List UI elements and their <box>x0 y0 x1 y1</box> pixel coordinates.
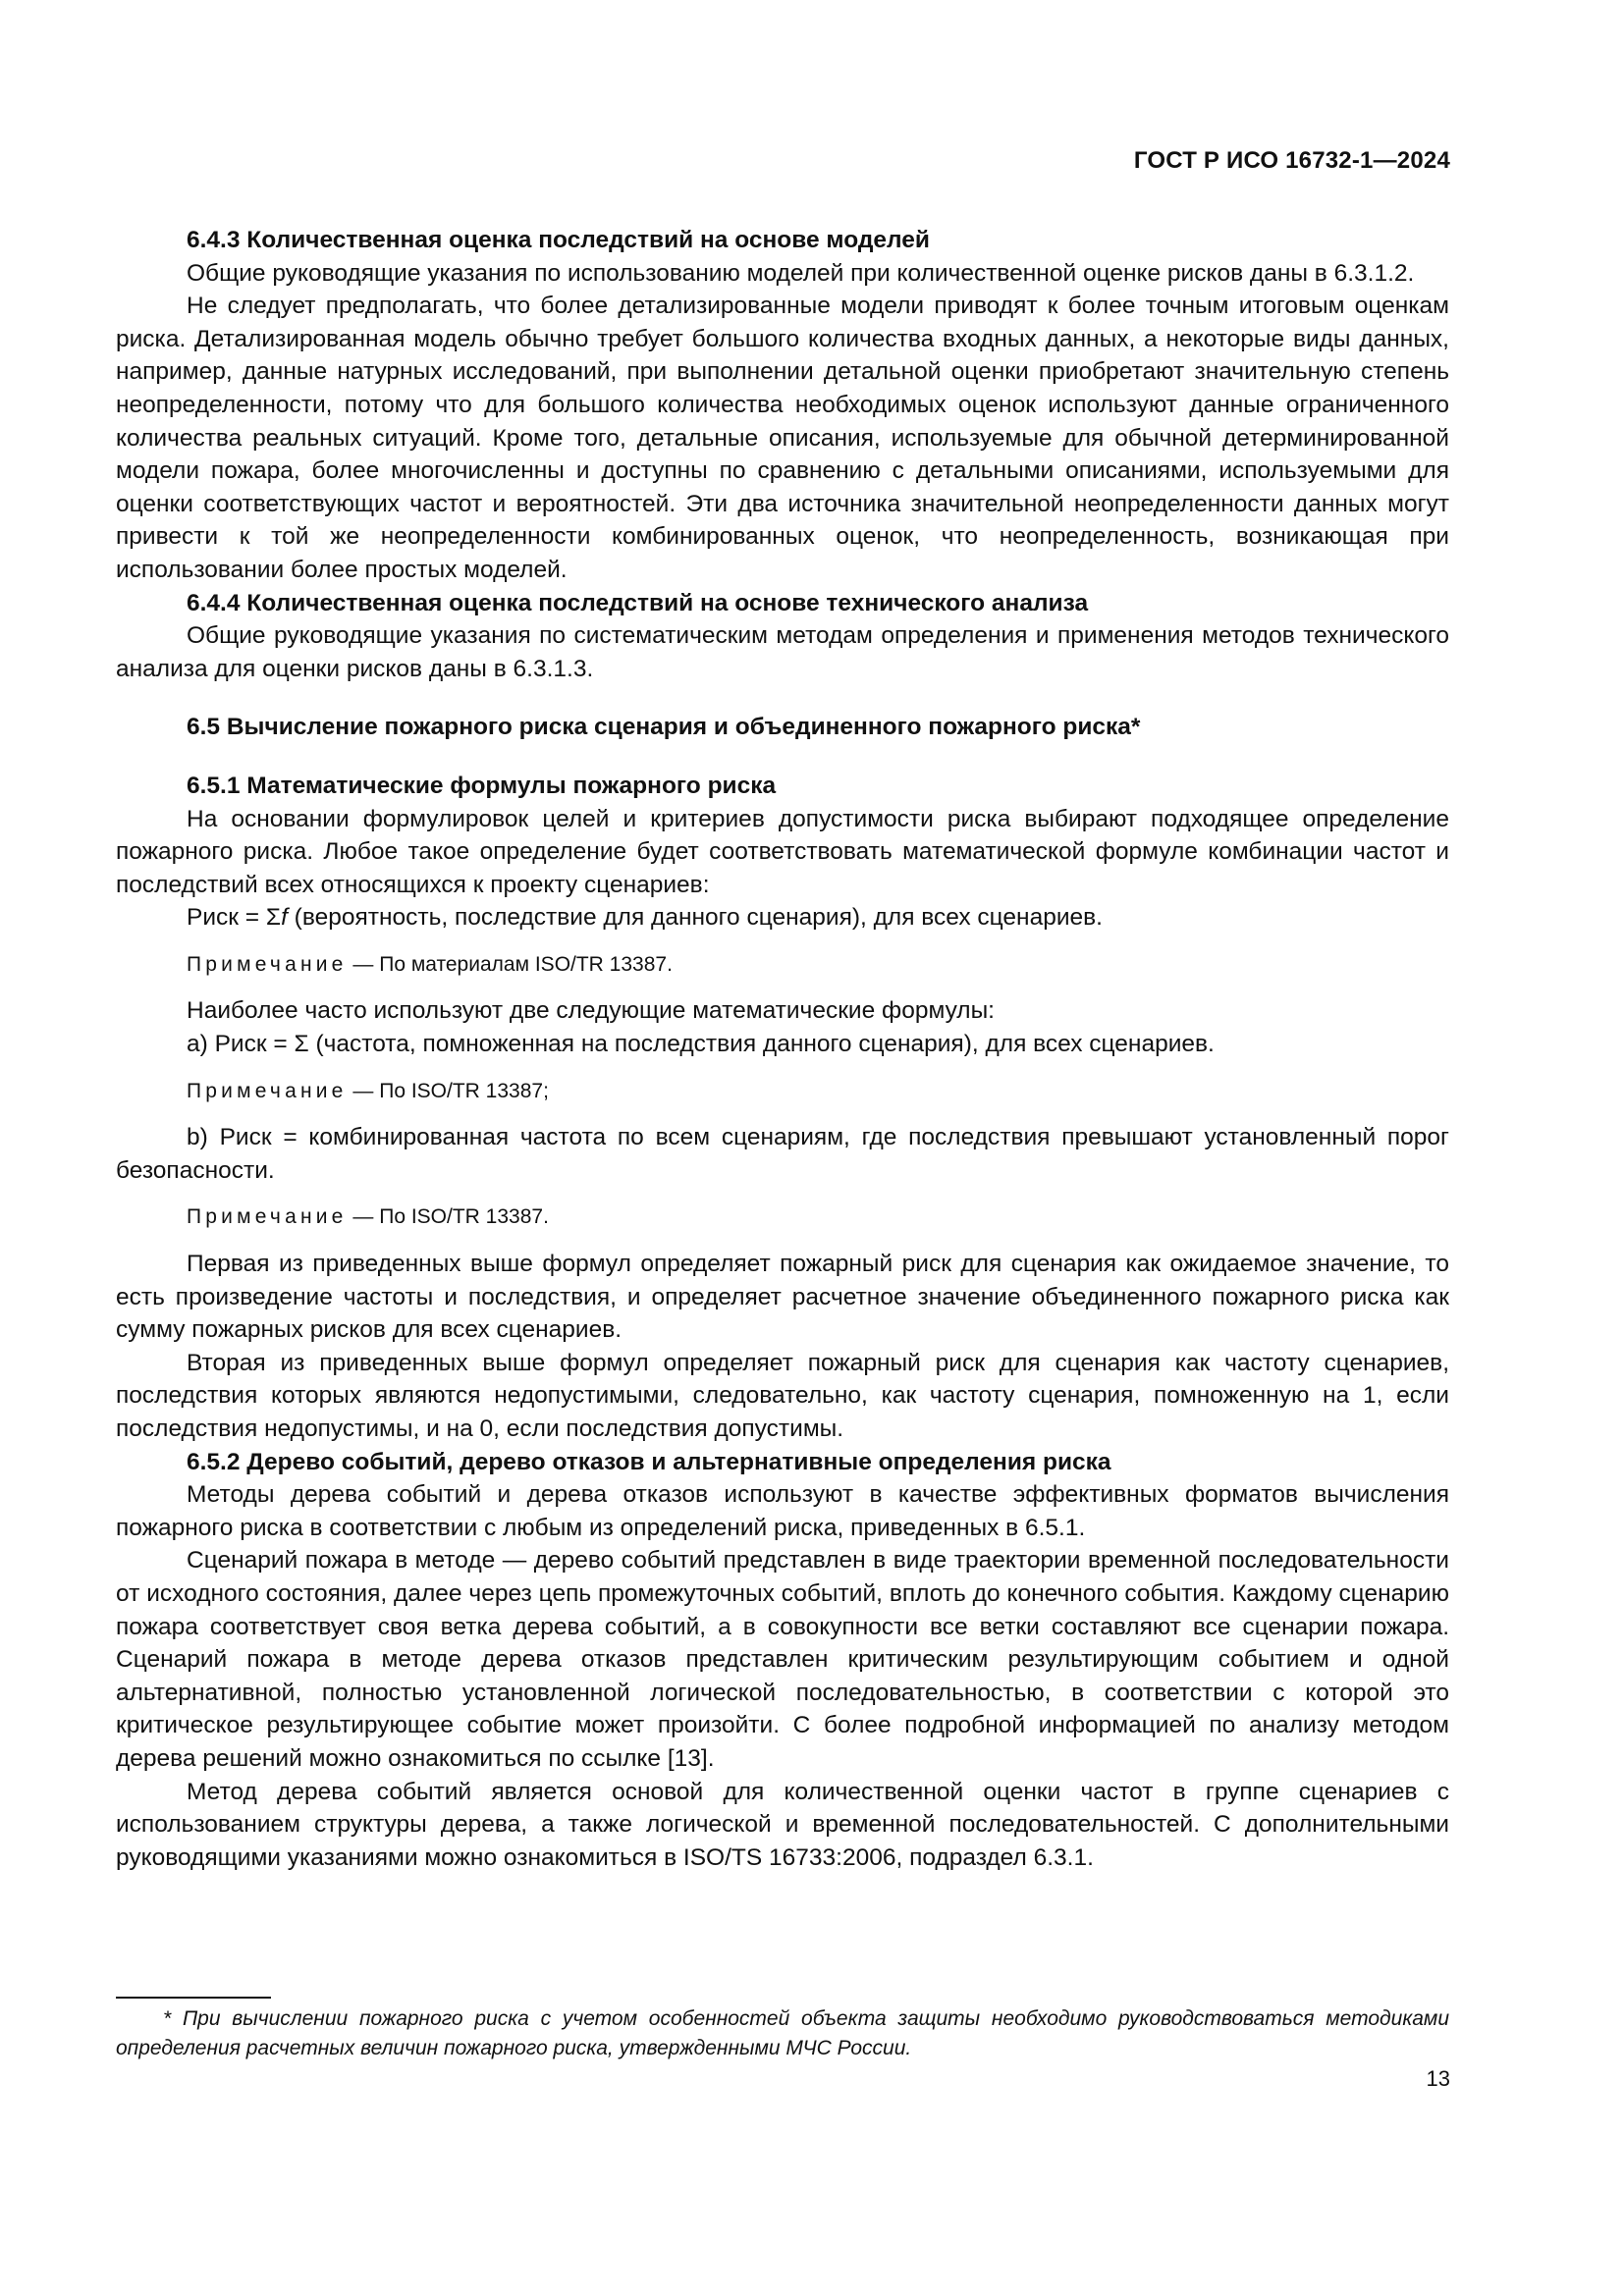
note-text: — По ISO/TR 13387. <box>347 1205 549 1229</box>
note <box>116 1201 1449 1234</box>
note <box>116 1075 1449 1108</box>
document-code-header: ГОСТ Р ИСО 16732-1—2024 <box>1133 147 1450 174</box>
note-label: Примечание <box>187 952 348 976</box>
formula-line <box>116 901 1449 934</box>
note-label: Примечание <box>187 1079 348 1102</box>
footnote: * При вычислении пожарного риска с учетом особенностей объекта защиты необходимо руководствоваться методиками определения расчетных величин пожарного риска, утвержденными МЧС России. <box>116 2007 1449 2059</box>
list-item-b: b) Риск = комбинированная частота по всем сценариям, где последствия превышают установленный порог безопасности. <box>116 1124 1449 1184</box>
list-item-a: а) Риск = Σ (частота, помноженная на последствия данного сценария), для всех сценариев. <box>187 1031 1215 1058</box>
note-text: — По ISO/TR 13387; <box>347 1079 549 1102</box>
paragraph: Вторая из приведенных выше формул определяет пожарный риск для сценария как частоту сценариев, последствия которых являются недопустимыми, следовательно, как частоту сценария, помноженную на 1, если последствия недопустимы, и на 0, если последствия допустимы. <box>116 1349 1449 1442</box>
paragraph: Методы дерева событий и дерева отказов используют в качестве эффективных форматов вычисления пожарного риска в соответствии с любым из определений риска, приведенных в 6.5.1. <box>116 1481 1449 1541</box>
formula-rest: (вероятность, последствие для данного сценария), для всех сценариев. <box>287 904 1103 932</box>
paragraph: Наиболее часто используют две следующие математические формулы: <box>187 997 995 1025</box>
paragraph: Сценарий пожара в методе — дерево событий представлен в виде траектории временной последовательности от исходного состояния, далее через цепь промежуточных событий, вплоть до конечного события. Каждому сценарию пожара соответствует своя ветка дерева событий, а в совокупности все ветки составляют все сценарии пожара. Сценарий пожара в методе дерева отказов представлен критическим результирующим событием и одной альтернативной, полностью установленной логической последовательностью, в соответствии с которой это критическое результирующее событие может произойти. С более подробной информацией по анализу методом дерева решений можно ознакомиться по ссылке [13]. <box>116 1547 1449 1772</box>
section-heading-6-5: 6.5 Вычисление пожарного риска сценария и объединенного пожарного риска* <box>187 714 1141 741</box>
section-heading-6-5-2: 6.5.2 Дерево событий, дерево отказов и альтернативные определения риска <box>187 1448 1111 1475</box>
section-heading-6-4-4: 6.4.4 Количественная оценка последствий на основе технического анализа <box>187 589 1089 616</box>
formula-f: f <box>281 904 288 932</box>
paragraph: Первая из приведенных выше формул определяет пожарный риск для сценария как ожидаемое значение, то есть произведение частоты и последствия, и определяет расчетное значение объединенного пожарного риска как сумму пожарных рисков для всех сценариев. <box>116 1251 1449 1344</box>
paragraph: На основании формулировок целей и критериев допустимости риска выбирают подходящее определение пожарного риска. Любое такое определение будет соответствовать математической формуле комбинации частот и последствий всех относящихся к проекту сценариев: <box>116 805 1449 898</box>
note-label: Примечание <box>187 1205 348 1229</box>
paragraph: Метод дерева событий является основой для количественной оценки частот в группе сценариев с использованием структуры дерева, а также логической и временной последовательностей. С дополнительными руководящими указаниями можно ознакомиться в ISO/TS 16733:2006, подраздел 6.3.1. <box>116 1778 1449 1871</box>
main-text <box>116 224 1449 1874</box>
note-text: — По материалам ISO/TR 13387. <box>347 952 673 976</box>
paragraph: Не следует предполагать, что более детализированные модели приводят к более точным итоговым оценкам риска. Детализированная модель обычно требует большого количества входных данных, а некоторые виды данных, например, данные натурных исследований, при выполнении детальной оценки приобретают значительную степень неопределенности, потому что для большого количества необходимых оценок используют данные ограниченного количества реальных ситуаций. Кроме того, детальные описания, используемые для обычной детерминированной модели пожара, более многочисленны и доступны по сравнению с детальными описаниями, используемыми для оценки соответствующих частот и вероятностей. Эти два источника значительной неопределенности данных могут привести к той же неопределенности комбинированных оценок, что неопределенность, возникающая при использовании более простых моделей. <box>116 293 1449 583</box>
note <box>116 948 1449 982</box>
section-heading-6-5-1: 6.5.1 Математические формулы пожарного риска <box>187 772 777 799</box>
paragraph: Общие руководящие указания по систематическим методам определения и применения методов технического анализа для оценки рисков даны в 6.3.1.3. <box>116 622 1449 682</box>
section-heading-6-4-3: 6.4.3 Количественная оценка последствий на основе моделей <box>187 227 930 253</box>
formula-lead: Риск = Σ <box>187 904 282 932</box>
footnote-separator <box>116 1997 271 1999</box>
paragraph: Общие руководящие указания по использованию моделей при количественной оценке рисков даны в 6.3.1.2. <box>187 259 1415 287</box>
page-number: 13 <box>1426 2066 1450 2091</box>
